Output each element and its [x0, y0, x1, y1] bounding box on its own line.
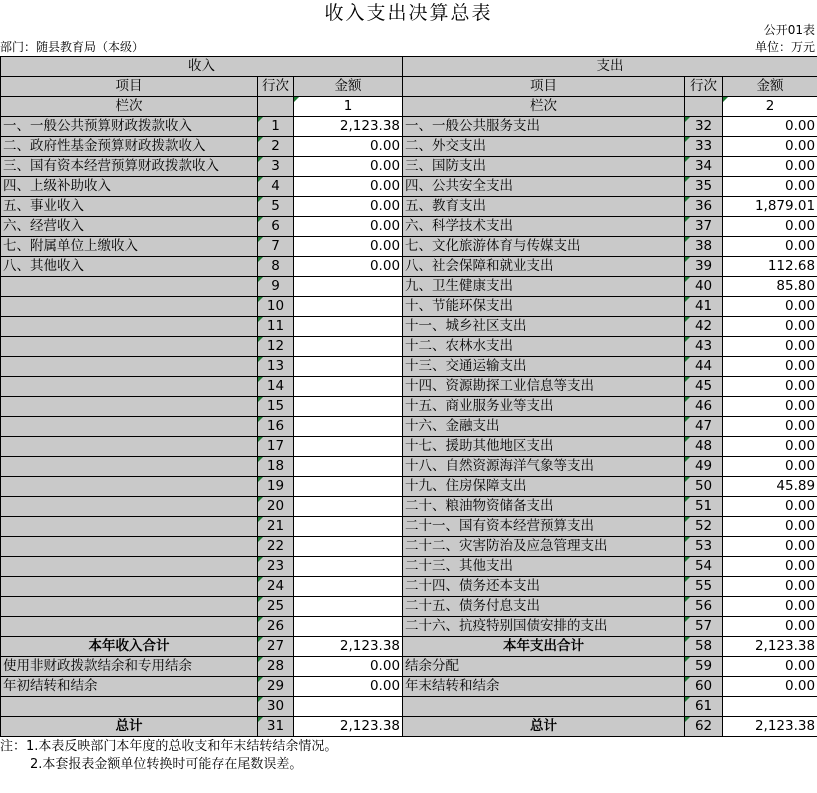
income-item — [1, 397, 258, 417]
income-item — [1, 577, 258, 597]
expense-item-header: 项目 — [403, 77, 685, 97]
expense-line-no: 60 — [685, 677, 723, 697]
income-amount — [294, 297, 403, 317]
income-amount — [294, 617, 403, 637]
expense-item: 二十一、国有资本经营预算支出 — [403, 517, 685, 537]
income-line-no: 16 — [258, 417, 294, 437]
expense-line-no: 42 — [685, 317, 723, 337]
income-amount — [294, 597, 403, 617]
table-row — [1, 277, 817, 297]
expense-amount: 0.00 — [723, 617, 817, 637]
income-amount — [294, 457, 403, 477]
table-row — [1, 137, 817, 157]
income-line-no: 14 — [258, 377, 294, 397]
column-header-row — [1, 77, 817, 97]
expense-line-no: 62 — [685, 717, 723, 737]
income-item — [1, 337, 258, 357]
expense-item: 二、外交支出 — [403, 137, 685, 157]
income-amount — [294, 477, 403, 497]
income-item: 六、经营收入 — [1, 217, 258, 237]
income-amount: 0.00 — [294, 197, 403, 217]
income-item: 七、附属单位上缴收入 — [1, 237, 258, 257]
expense-item: 二十、粮油物资储备支出 — [403, 497, 685, 517]
expense-line-no: 39 — [685, 257, 723, 277]
income-line-no: 21 — [258, 517, 294, 537]
income-item: 四、上级补助收入 — [1, 177, 258, 197]
table-row — [1, 257, 817, 277]
income-item — [1, 357, 258, 377]
income-item: 年初结转和结余 — [1, 677, 258, 697]
expense-amount: 0.00 — [723, 297, 817, 317]
expense-line-no: 54 — [685, 557, 723, 577]
income-amount: 0.00 — [294, 677, 403, 697]
table-row — [1, 437, 817, 457]
expense-amount: 0.00 — [723, 417, 817, 437]
income-amount — [294, 357, 403, 377]
expense-amount: 0.00 — [723, 657, 817, 677]
expense-line-no: 41 — [685, 297, 723, 317]
income-amount: 0.00 — [294, 157, 403, 177]
expense-amount: 0.00 — [723, 337, 817, 357]
subtotal-row — [1, 637, 817, 657]
income-amount — [294, 537, 403, 557]
expense-amount: 0.00 — [723, 317, 817, 337]
expense-item: 结余分配 — [403, 657, 685, 677]
expense-item: 年末结转和结余 — [403, 677, 685, 697]
notes — [0, 738, 337, 774]
expense-item: 八、社会保障和就业支出 — [403, 257, 685, 277]
expense-amount: 0.00 — [723, 117, 817, 137]
note-line-1: 注：1.本表反映部门本年度的总收支和年末结转结余情况。 — [0, 739, 338, 754]
income-line-no: 27 — [258, 637, 294, 657]
expense-item: 七、文化旅游体育与传媒支出 — [403, 237, 685, 257]
expense-line-no: 57 — [685, 617, 723, 637]
expense-item: 四、公共安全支出 — [403, 177, 685, 197]
expense-amount: 2,123.38 — [723, 717, 817, 737]
table-row — [1, 337, 817, 357]
income-line-no: 10 — [258, 297, 294, 317]
expense-item: 二十五、债务付息支出 — [403, 597, 685, 617]
expense-item: 九、卫生健康支出 — [403, 277, 685, 297]
table-row — [1, 477, 817, 497]
expense-amount: 0.00 — [723, 357, 817, 377]
table-row — [1, 297, 817, 317]
income-amount — [294, 397, 403, 417]
expense-amount: 0.00 — [723, 517, 817, 537]
income-item — [1, 377, 258, 397]
income-line-no: 9 — [258, 277, 294, 297]
income-amount — [294, 577, 403, 597]
income-amount — [294, 437, 403, 457]
report-title: 收入支出决算总表 — [324, 2, 493, 24]
expense-label-blank — [685, 97, 723, 117]
table-row — [1, 457, 817, 477]
income-line-no: 24 — [258, 577, 294, 597]
expense-amount: 112.68 — [723, 257, 817, 277]
expense-line-no: 43 — [685, 337, 723, 357]
expense-line-no: 45 — [685, 377, 723, 397]
expense-line-no: 52 — [685, 517, 723, 537]
income-amount — [294, 517, 403, 537]
income-item — [1, 417, 258, 437]
table-row — [1, 597, 817, 617]
expense-amount: 0.00 — [723, 157, 817, 177]
table-row — [1, 497, 817, 517]
income-line-no: 11 — [258, 317, 294, 337]
expense-amount: 0.00 — [723, 397, 817, 417]
income-line-no: 18 — [258, 457, 294, 477]
expense-item: 二十四、债务还本支出 — [403, 577, 685, 597]
expense-item: 十二、农林水支出 — [403, 337, 685, 357]
expense-line-no: 32 — [685, 117, 723, 137]
expense-amount: 2,123.38 — [723, 637, 817, 657]
income-line-header: 行次 — [258, 77, 294, 97]
expense-amount: 85.80 — [723, 277, 817, 297]
table-row — [1, 157, 817, 177]
expense-line-no: 50 — [685, 477, 723, 497]
table-row — [1, 397, 817, 417]
income-line-no: 28 — [258, 657, 294, 677]
income-item: 二、政府性基金预算财政拨款收入 — [1, 137, 258, 157]
income-header: 收入 — [1, 57, 403, 77]
expense-item: 总计 — [403, 717, 685, 737]
table-row — [1, 557, 817, 577]
expense-amount: 0.00 — [723, 497, 817, 517]
section-header-row — [1, 57, 817, 77]
expense-label-cell: 栏次 — [403, 97, 685, 117]
note-line-2: 2.本套报表金额单位转换时可能存在尾数误差。 — [30, 757, 303, 772]
expense-line-no: 36 — [685, 197, 723, 217]
income-line-no: 30 — [258, 697, 294, 717]
income-line-no: 8 — [258, 257, 294, 277]
income-amount: 0.00 — [294, 137, 403, 157]
table-row — [1, 317, 817, 337]
expense-line-no: 46 — [685, 397, 723, 417]
income-amount: 0.00 — [294, 237, 403, 257]
income-line-no: 2 — [258, 137, 294, 157]
expense-item — [403, 697, 685, 717]
expense-line-no: 59 — [685, 657, 723, 677]
expense-line-no: 47 — [685, 417, 723, 437]
table-row — [1, 617, 817, 637]
expense-line-no: 37 — [685, 217, 723, 237]
table-row — [1, 377, 817, 397]
expense-line-no: 49 — [685, 457, 723, 477]
income-amount — [294, 337, 403, 357]
expense-amount: 0.00 — [723, 137, 817, 157]
income-item: 一、一般公共预算财政拨款收入 — [1, 117, 258, 137]
income-item — [1, 477, 258, 497]
expense-item: 十三、交通运输支出 — [403, 357, 685, 377]
income-line-no: 26 — [258, 617, 294, 637]
income-line-no: 5 — [258, 197, 294, 217]
expense-amount: 0.00 — [723, 437, 817, 457]
income-label-blank — [258, 97, 294, 117]
expense-col-number: 2 — [723, 97, 817, 117]
income-line-no: 19 — [258, 477, 294, 497]
expense-amount: 0.00 — [723, 677, 817, 697]
expense-item: 五、教育支出 — [403, 197, 685, 217]
table-row — [1, 197, 817, 217]
table-row — [1, 537, 817, 557]
income-item: 三、国有资本经营预算财政拨款收入 — [1, 157, 258, 177]
unit-label: 单位：万元 — [754, 40, 815, 54]
income-line-no: 3 — [258, 157, 294, 177]
income-item — [1, 277, 258, 297]
table-row — [1, 117, 817, 137]
income-amount: 0.00 — [294, 177, 403, 197]
expense-item: 十五、商业服务业等支出 — [403, 397, 685, 417]
expense-item: 十四、资源勘探工业信息等支出 — [403, 377, 685, 397]
income-line-no: 7 — [258, 237, 294, 257]
income-line-no: 15 — [258, 397, 294, 417]
expense-line-no: 38 — [685, 237, 723, 257]
summary-table — [0, 56, 817, 737]
expense-item: 十八、自然资源海洋气象等支出 — [403, 457, 685, 477]
table-row — [1, 237, 817, 257]
income-item — [1, 597, 258, 617]
expense-line-no: 51 — [685, 497, 723, 517]
expense-item: 二十六、抗疫特别国债安排的支出 — [403, 617, 685, 637]
income-item — [1, 497, 258, 517]
income-line-no: 1 — [258, 117, 294, 137]
income-line-no: 22 — [258, 537, 294, 557]
income-amount — [294, 497, 403, 517]
expense-line-header: 行次 — [685, 77, 723, 97]
income-col-number: 1 — [294, 97, 403, 117]
income-label-cell: 栏次 — [1, 97, 258, 117]
income-item: 五、事业收入 — [1, 197, 258, 217]
income-item — [1, 557, 258, 577]
expense-item: 十七、援助其他地区支出 — [403, 437, 685, 457]
income-item — [1, 537, 258, 557]
expense-line-no: 33 — [685, 137, 723, 157]
income-amount — [294, 377, 403, 397]
income-item — [1, 697, 258, 717]
expense-amount-header: 金额 — [723, 77, 817, 97]
expense-line-no: 35 — [685, 177, 723, 197]
income-line-no: 6 — [258, 217, 294, 237]
table-row — [1, 177, 817, 197]
income-amount — [294, 317, 403, 337]
expense-line-no: 53 — [685, 537, 723, 557]
income-amount: 2,123.38 — [294, 717, 403, 737]
expense-line-no: 61 — [685, 697, 723, 717]
income-line-no: 17 — [258, 437, 294, 457]
income-amount: 0.00 — [294, 257, 403, 277]
expense-item: 一、一般公共服务支出 — [403, 117, 685, 137]
table-row — [1, 657, 817, 677]
income-line-no: 20 — [258, 497, 294, 517]
income-amount: 2,123.38 — [294, 117, 403, 137]
income-line-no: 13 — [258, 357, 294, 377]
expense-amount: 0.00 — [723, 557, 817, 577]
income-item — [1, 517, 258, 537]
expense-line-no: 44 — [685, 357, 723, 377]
table-row — [1, 357, 817, 377]
table-row — [1, 677, 817, 697]
expense-amount: 0.00 — [723, 177, 817, 197]
expense-amount: 45.89 — [723, 477, 817, 497]
expense-item: 六、科学技术支出 — [403, 217, 685, 237]
department-label: 部门：随县教育局（本级） — [0, 40, 145, 54]
expense-line-no: 55 — [685, 577, 723, 597]
expense-item: 三、国防支出 — [403, 157, 685, 177]
income-item: 本年收入合计 — [1, 637, 258, 657]
total-row — [1, 717, 817, 737]
table-row — [1, 417, 817, 437]
income-item-header: 项目 — [1, 77, 258, 97]
income-amount — [294, 417, 403, 437]
income-amount-header: 金额 — [294, 77, 403, 97]
income-item — [1, 457, 258, 477]
expense-line-no: 40 — [685, 277, 723, 297]
table-row — [1, 577, 817, 597]
expense-line-no: 58 — [685, 637, 723, 657]
income-item — [1, 317, 258, 337]
expense-amount: 0.00 — [723, 577, 817, 597]
table-row — [1, 217, 817, 237]
income-line-no: 12 — [258, 337, 294, 357]
income-item — [1, 617, 258, 637]
expense-line-no: 48 — [685, 437, 723, 457]
income-amount: 0.00 — [294, 217, 403, 237]
expense-item: 十一、城乡社区支出 — [403, 317, 685, 337]
expense-amount: 0.00 — [723, 237, 817, 257]
income-line-no: 29 — [258, 677, 294, 697]
expense-item: 本年支出合计 — [403, 637, 685, 657]
income-line-no: 4 — [258, 177, 294, 197]
income-amount: 0.00 — [294, 657, 403, 677]
expense-item: 十六、金融支出 — [403, 417, 685, 437]
income-line-no: 23 — [258, 557, 294, 577]
form-number: 公开01表 — [763, 23, 815, 37]
expense-item: 十九、住房保障支出 — [403, 477, 685, 497]
expense-item: 二十二、灾害防治及应急管理支出 — [403, 537, 685, 557]
table-row — [1, 517, 817, 537]
income-item: 使用非财政拨款结余和专用结余 — [1, 657, 258, 677]
expense-amount — [723, 697, 817, 717]
income-amount — [294, 277, 403, 297]
income-item: 总计 — [1, 717, 258, 737]
expense-amount: 1,879.01 — [723, 197, 817, 217]
income-amount — [294, 557, 403, 577]
expense-item: 二十三、其他支出 — [403, 557, 685, 577]
expense-line-no: 56 — [685, 597, 723, 617]
income-line-no: 25 — [258, 597, 294, 617]
income-item: 八、其他收入 — [1, 257, 258, 277]
expense-amount: 0.00 — [723, 217, 817, 237]
income-line-no: 31 — [258, 717, 294, 737]
column-index-row — [1, 97, 817, 117]
income-amount — [294, 697, 403, 717]
table-row — [1, 697, 817, 717]
expense-header: 支出 — [403, 57, 817, 77]
expense-amount: 0.00 — [723, 537, 817, 557]
expense-item: 十、节能环保支出 — [403, 297, 685, 317]
expense-amount: 0.00 — [723, 597, 817, 617]
income-item — [1, 297, 258, 317]
expense-amount: 0.00 — [723, 457, 817, 477]
income-item — [1, 437, 258, 457]
income-amount: 2,123.38 — [294, 637, 403, 657]
expense-line-no: 34 — [685, 157, 723, 177]
expense-amount: 0.00 — [723, 377, 817, 397]
